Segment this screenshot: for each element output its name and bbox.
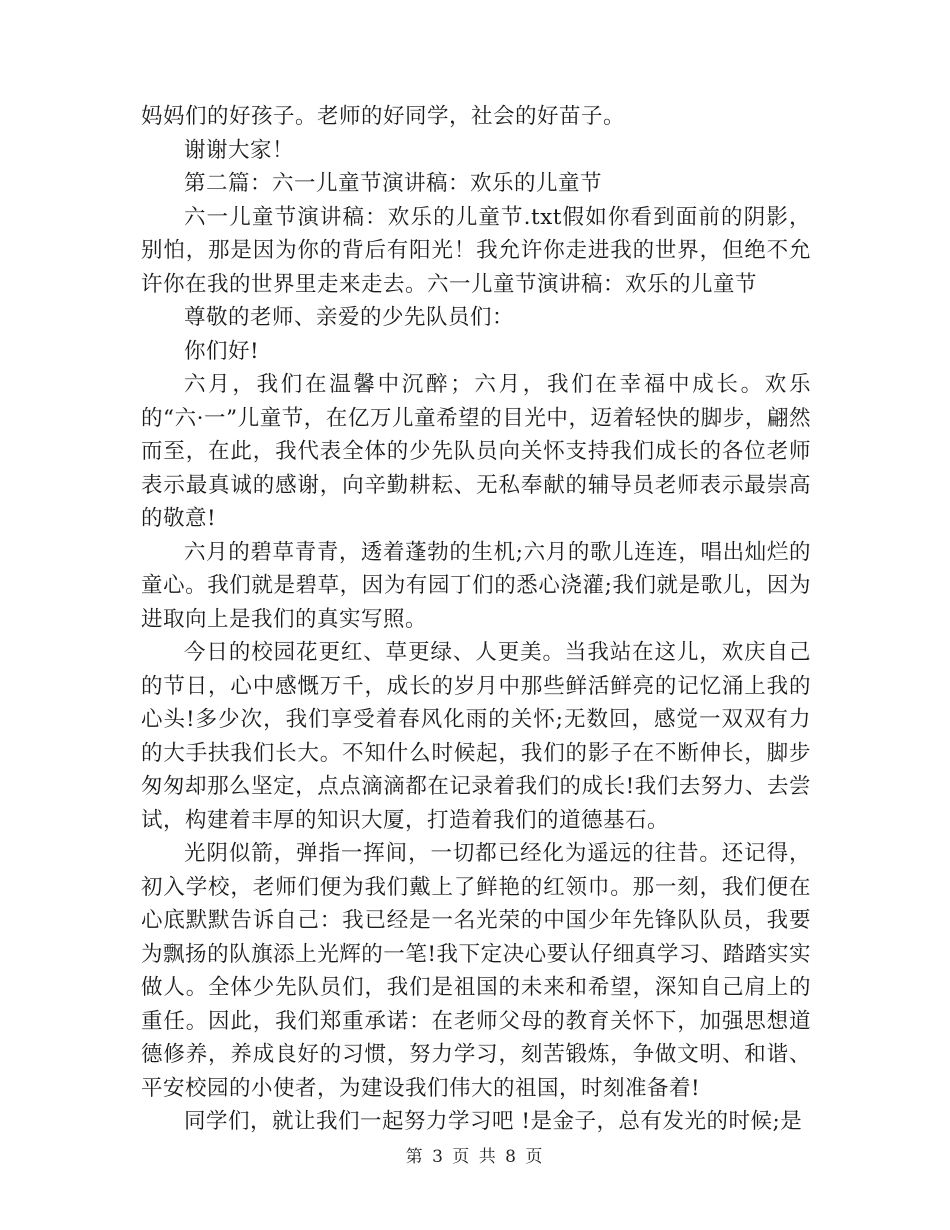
paragraph: 谢谢大家！ <box>184 137 295 163</box>
paragraph: 光阴似箭，弹指一挥间，一切都已经化为遥远的往昔。还记得，初入学校，老师们便为我们戴上了鲜艳的红领巾。那一刻，我们便在心底默默告诉自己：我已经是一名光荣的中国少年先锋队队员，我要为飘扬的队旗添上光辉的一笔!我下定决心要认仔细真学习、踏踏实实做人。全体少先队员们，我们是祖国的未来和希望，深知自己肩上的重任。因此，我们郑重承诺：在老师父母的教育关怀下，加强思想道德修养，养成良好的习惯，努力学习，刻苦锻炼，争做文明、和谐、平安校园的小使者，为建设我们伟大的祖国，时刻准备着! <box>141 841 811 1101</box>
greeting: 你们好! <box>184 338 260 364</box>
paragraph: 六月的碧草青青，透着蓬勃的生机;六月的歌儿连连，唱出灿烂的童心。我们就是碧草，因为有园丁们的悉心浇灌;我们就是歌儿，因为进取向上是我们的真实写照。 <box>141 539 811 632</box>
salutation: 尊敬的老师、亲爱的少先队员们： <box>184 305 515 330</box>
paragraph: 同学们，就让我们一起努力学习吧 !是金子，总有发光的时候;是 <box>184 1109 803 1134</box>
paragraph: 妈妈们的好孩子。老师的好同学，社会的好苗子。 <box>141 104 626 129</box>
page-number-footer: 第 3 页 共 8 页 <box>405 1147 545 1167</box>
paragraph: 六一儿童节演讲稿：欢乐的儿童节.txt假如你看到面前的阴影，别怕，那是因为你的背后有阳光！我允许你走进我的世界，但绝不允许你在我的世界里走来走去。六一儿童节演讲稿：欢乐的儿童节 <box>141 204 811 297</box>
paragraph: 六月，我们在温馨中沉醉；六月，我们在幸福中成长。欢乐的“六·一”儿童节，在亿万儿童希望的目光中，迈着轻快的脚步，翩然而至，在此，我代表全体的少先队员向关怀支持我们成长的各位老师表示最真诚的感谢，向辛勤耕耘、无私奉献的辅导员老师表示最崇高的敬意! <box>141 372 811 531</box>
section-heading: 第二篇：六一儿童节演讲稿：欢乐的儿童节 <box>184 171 603 196</box>
body-text <box>141 100 811 1139</box>
paragraph: 今日的校园花更红、草更绿、人更美。当我站在这儿，欢庆自己的节日，心中感慨万千，成长的岁月中那些鲜活鲜亮的记忆涌上我的心头!多少次，我们享受着春风化雨的关怀;无数回，感觉一双双有力的大手扶我们长大。不知什么时候起，我们的影子在不断伸长，脚步匆匆却那么坚定，点点滴滴都在记录着我们的成长!我们去努力、去尝试，构建着丰厚的知识大厦，打造着我们的道德基石。 <box>141 640 811 833</box>
